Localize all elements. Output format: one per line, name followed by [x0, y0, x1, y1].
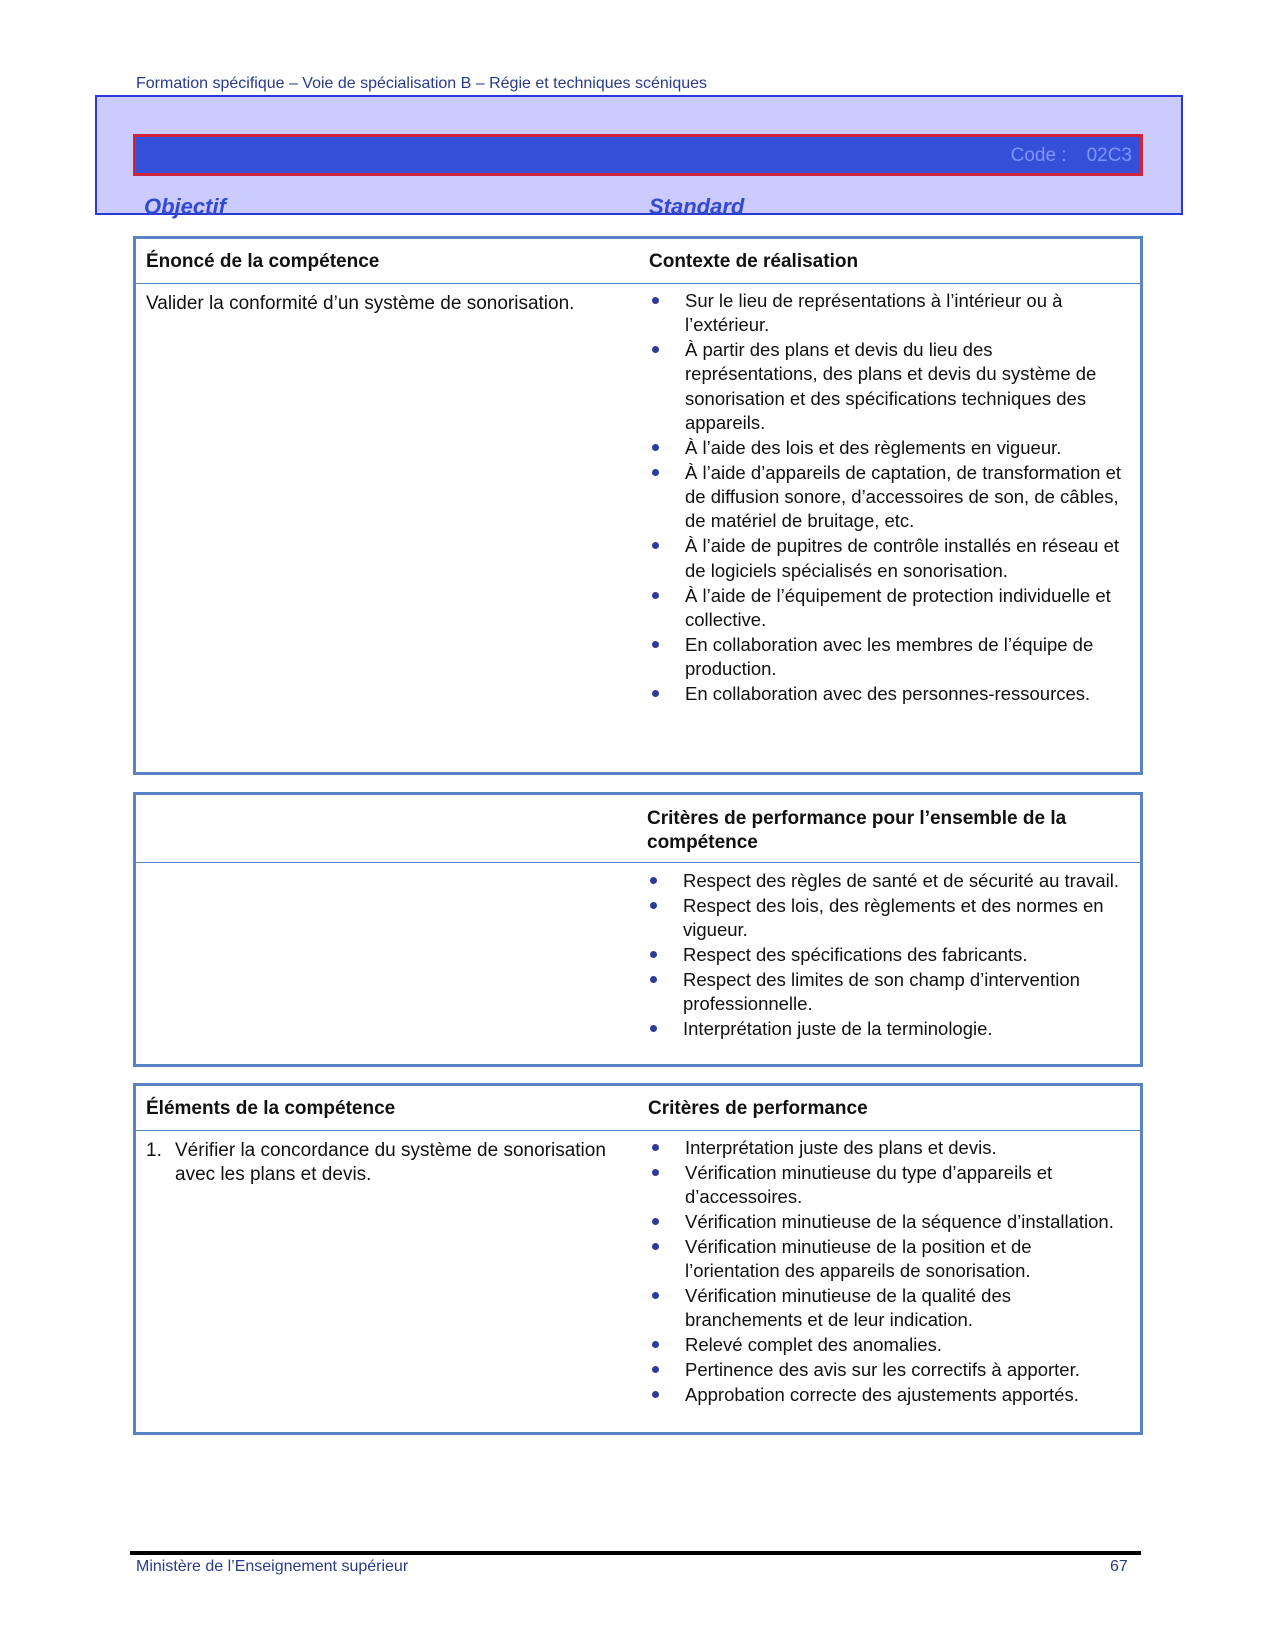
list-item: Vérification minutieuse de la qualité des branchements et de leur indication. — [649, 1284, 1129, 1333]
table-header-row — [136, 239, 1140, 284]
list-item: Respect des règles de santé et de sécurité au travail. — [647, 869, 1129, 893]
list-item: En collaboration avec des personnes-ressources. — [649, 682, 1129, 706]
footer-rule — [130, 1551, 1141, 1555]
list-item: À l’aide des lois et des règlements en vigueur. — [649, 436, 1129, 460]
list-item: En collaboration avec les membres de l’équipe de production. — [649, 633, 1129, 682]
list-item: Relevé complet des anomalies. — [649, 1333, 1129, 1357]
competency-statement: Valider la conformité d’un système de sonorisation. — [146, 293, 575, 314]
element-number: 1. — [146, 1140, 162, 1161]
list-item: Pertinence des avis sur les correctifs à apporter. — [649, 1358, 1129, 1382]
list-item: Interprétation juste des plans et devis. — [649, 1136, 1129, 1160]
list-item: Respect des limites de son champ d’intervention professionnelle. — [647, 968, 1129, 1017]
list-item: Vérification minutieuse de la position et de l’orientation des appareils de sonorisation. — [649, 1235, 1129, 1284]
objective-title: Objectif — [144, 194, 226, 219]
page-number: 67 — [1110, 1558, 1128, 1575]
element-text: Vérifier la concordance du système de sonorisation avec les plans et devis. — [175, 1140, 606, 1185]
element-item — [146, 1139, 606, 1187]
standard-title: Standard — [649, 194, 745, 219]
statement-heading: Énoncé de la compétence — [146, 251, 380, 272]
code-label: Code : — [1010, 145, 1067, 166]
list-item: Respect des spécifications des fabricants. — [647, 943, 1129, 967]
context-heading: Contexte de réalisation — [649, 251, 859, 272]
list-item: À l’aide d’appareils de captation, de transformation et de diffusion sonore, d’accessoires de son, de câbles, de matériel de bruitage, etc. — [649, 461, 1129, 534]
performance-criteria-heading: Critères de performance — [648, 1098, 868, 1119]
competency-code — [1011, 145, 1132, 167]
performance-criteria-list — [649, 1136, 1129, 1408]
list-item: Sur le lieu de représentations à l’intérieur ou à l’extérieur. — [649, 289, 1129, 338]
list-item: Respect des lois, des règlements et des normes en vigueur. — [647, 894, 1129, 943]
code-value: 02C3 — [1086, 145, 1132, 166]
running-header: Formation spécifique – Voie de spécialisation B – Régie et techniques scéniques — [136, 75, 708, 92]
footer-ministry: Ministère de l’Enseignement supérieur — [136, 1558, 409, 1575]
table-header-row — [136, 795, 1140, 863]
table-header-row — [136, 1086, 1140, 1131]
list-item: Vérification minutieuse de la séquence d’installation. — [649, 1210, 1129, 1234]
elements-table — [133, 1083, 1143, 1435]
list-item: Approbation correcte des ajustements apportés. — [649, 1383, 1129, 1407]
list-item: À l’aide de l’équipement de protection individuelle et collective. — [649, 584, 1129, 633]
overall-criteria-heading: Critères de performance pour l’ensemble de la compétence — [647, 808, 1067, 853]
code-bar — [133, 134, 1143, 176]
elements-heading: Éléments de la compétence — [146, 1098, 396, 1119]
overall-criteria-table — [133, 792, 1143, 1067]
overall-criteria-list — [647, 869, 1129, 1042]
context-list — [649, 289, 1129, 707]
list-item: Vérification minutieuse du type d’appareils et d’accessoires. — [649, 1161, 1129, 1210]
list-item: À partir des plans et devis du lieu des représentations, des plans et devis du système de sonorisation et des spécifications techniques des appareils. — [649, 338, 1129, 435]
list-item: À l’aide de pupitres de contrôle installés en réseau et de logiciels spécialisés en sonorisation. — [649, 534, 1129, 583]
competency-statement-table — [133, 236, 1143, 775]
list-item: Interprétation juste de la terminologie. — [647, 1017, 1129, 1041]
